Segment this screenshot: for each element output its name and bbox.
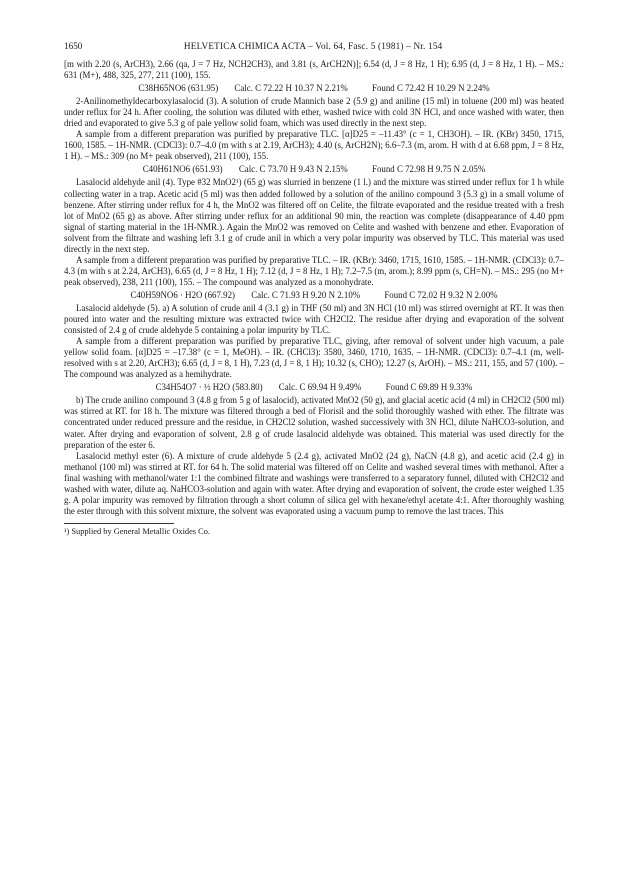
paragraph-0: [m with 2.20 (s, ArCH3), 2.66 (qa, J = 7 Hz, NCH2CH3), and 3.81 (s, ArCH2N)]; 6.54 (d, J = 8 Hz, 1 H); 6.95 (d, J = 8 Hz, 1 H). – MS.: 631 (M+), 488, 325, 277, 211 (100), 155. — [64, 59, 564, 81]
calc-values: Calc. C 71.93 H 9.20 N 2.10% — [251, 289, 361, 300]
paragraph-4: A sample from a different preparation was purified by preparative TLC. – IR. (KBr): 3460, 1715, 1610, 1585. – 1H-NMR. (CDCl3): 0.7–4.3 (m with s at 2.24, ArCH3), 6.65 (d, J = 8 Hz, 1 H); 7.12 (d, J = 8 Hz, 1 H); 7.2–7.5 (m, arom.); 8.99 ppm (s, CH=N). – MS.: 295 (no M+ peak observed), 238, 211 (100), 155. – The compound was analyzed as a monohydrate. — [64, 254, 564, 287]
paragraph-1: 2-Anilinomethyldecarboxylasalocid (3). A solution of crude Mannich base 2 (5.9 g) and aniline (15 ml) in toluene (200 ml) was heated under reflux for 24 h. After cooling, the solution was diluted with ether, washed twice with cold 3N HCl, and once washed with water, then dried and evaporated to give 5.3 g of pale yellow solid foam, which was used directly in the next step. — [64, 96, 564, 129]
elemental-analysis-0 — [64, 83, 564, 94]
paragraph-7: b) The crude anilino compound 3 (4.8 g from 5 g of lasalocid), activated MnO2 (50 g), and glacial acetic acid (4 ml) in CH2Cl2 (500 ml) was stirred at RT. for 18 h. The mixture was filtered through a bed of Florisil and the solid thoroughly washed with ether. The filtrate was concentrated under reduced pressure and the residue, in CH2Cl2 solution, washed successively with 3N HCl, dilute NaHCO3-solution, and water. After drying and evaporation of solvent, 2.8 g of crude lasalocid aldehyde was obtained. This material was used directly for the preparation of the ester 6. — [64, 395, 564, 450]
paragraph-8: Lasalocid methyl ester (6). A mixture of crude aldehyde 5 (2.4 g), activated MnO2 (24 g), NaCN (4.8 g), and acetic acid (2.4 g) in methanol (100 ml) was stirred at RT. for 64 h. The solid material was filtered off on Celite and washed several times with methanol. After a final washing with methanol/water 1:1 the combined filtrate and washings were transferred to a separatory funnel, diluted with CH2Cl2 and washed with water, dilute aq. NaHCO3-solution and again with water. After drying and evaporation of solvent, the crude ester weighed 1.35 g. A polar impurity was removed by filtration through a short column of silica gel with hexane/ethyl acetate 4:1. After thoroughly washing the ester through with this solvent mixture, the solvent was evaporated using a vacuum pump to remove the last traces. This — [64, 450, 564, 516]
running-header — [64, 40, 564, 53]
elemental-analysis-3 — [64, 382, 564, 393]
paragraph-2: A sample from a different preparation was purified by preparative TLC. [α]D25 = –11.43° (c = 1, CH3OH). – IR. (KBr) 3450, 1715, 1600, 1585. – 1H-NMR. (CDCl3): 0.7–4.0 (m with s at 2.19, ArCH3); 4.40 (s, ArCH2N); 6.6–7.3 (m, arom. H with d at 6.68 ppm, J = 8 Hz, 1 H). – MS.: 309 (no M+ peak observed), 211 (100), 155. — [64, 129, 564, 162]
calc-values: Calc. C 73.70 H 9.43 N 2.15% — [238, 164, 348, 175]
paragraph-6: A sample from a different preparation was purified by preparative TLC, giving, after removal of solvent under high vacuum, a pale yellow solid foam. [α]D25 = –17.38° (c = 1, MeOH). – IR. (CHCl3): 3580, 3460, 1710, 1635. – 1H-NMR. (CDCl3): 0.7–4.1 (m, well-resolved with s at 2.20, ArCH3); 6.65 (d, J = 8, 1 H), 7.23 (d, J = 8, 1 H); 10.32 (s, CHO); 12.27 (s, ArOH). – MS.: 211, 155, and 57 (100). – The compound was analyzed as a hemihydrate. — [64, 336, 564, 380]
paragraph-3: Lasalocid aldehyde anil (4). Type #32 MnO2¹) (65 g) was slurried in benzene (1 l.) and the mixture was stirred under reflux for 1 h while collecting water in a trap. Acetic acid (5 ml) was then added followed by a solution of the anilino compound 3 (5.3 g) in a small volume of benzene. After stirring under reflux for 4 h, the MnO2 was filtered off on Celite, the filtrate evaporated and the residue treated with a fresh lot of MnO2 (65 g) as above. After stirring under reflux for an additional 90 min, the reaction was complete (disappearance of 4.40 ppm signal of starting material in the 1H-NMR.). Again the MnO2 was removed on Celite and washed with benzene and ether. Evaporation of solvent from the filtrate and washing left 3.1 g of crude anil in which a very polar impurity was observed by TLC. This material was used directly in the next step. — [64, 177, 564, 254]
formula: C40H61NO6 (651.93) — [142, 164, 223, 175]
found-values: Found C 69.89 H 9.33% — [385, 382, 473, 393]
formula: C34H54O7 · ½ H2O (583.80) — [155, 382, 263, 393]
formula: C38H65NO6 (631.95) — [138, 83, 219, 94]
footnote-rule — [64, 523, 174, 524]
footnote: ¹) Supplied by General Metallic Oxides Co. — [64, 526, 211, 536]
elemental-analysis-1 — [64, 164, 564, 175]
found-values: Found C 72.02 H 9.32 N 2.00% — [384, 289, 498, 300]
paragraph-5: Lasalocid aldehyde (5). a) A solution of crude anil 4 (3.1 g) in THF (50 ml) and 3N HCl (10 ml) was stirred overnight at RT. It was then poured into water and the resulting mixture was extracted twice with CH2Cl2. The residue after drying and evaporation of the solvent consisted of 2.4 g of crude aldehyde 5 containing a polar impurity by TLC. — [64, 302, 564, 336]
calc-values: Calc. C 69.94 H 9.49% — [278, 382, 362, 393]
found-values: Found C 72.98 H 9.75 N 2.05% — [372, 164, 486, 175]
calc-values: Calc. C 72.22 H 10.37 N 2.21% — [234, 83, 348, 94]
journal-page — [64, 40, 564, 537]
journal-title: HELVETICA CHIMICA ACTA – Vol. 64, Fasc. 5 (1981) – Nr. 154 — [183, 41, 443, 51]
formula: C40H59NO6 · H2O (667.92) — [130, 289, 235, 300]
page-number: 1650 — [64, 41, 83, 51]
elemental-analysis-2 — [64, 290, 564, 301]
found-values: Found C 72.42 H 10.29 N 2.24% — [372, 83, 490, 94]
